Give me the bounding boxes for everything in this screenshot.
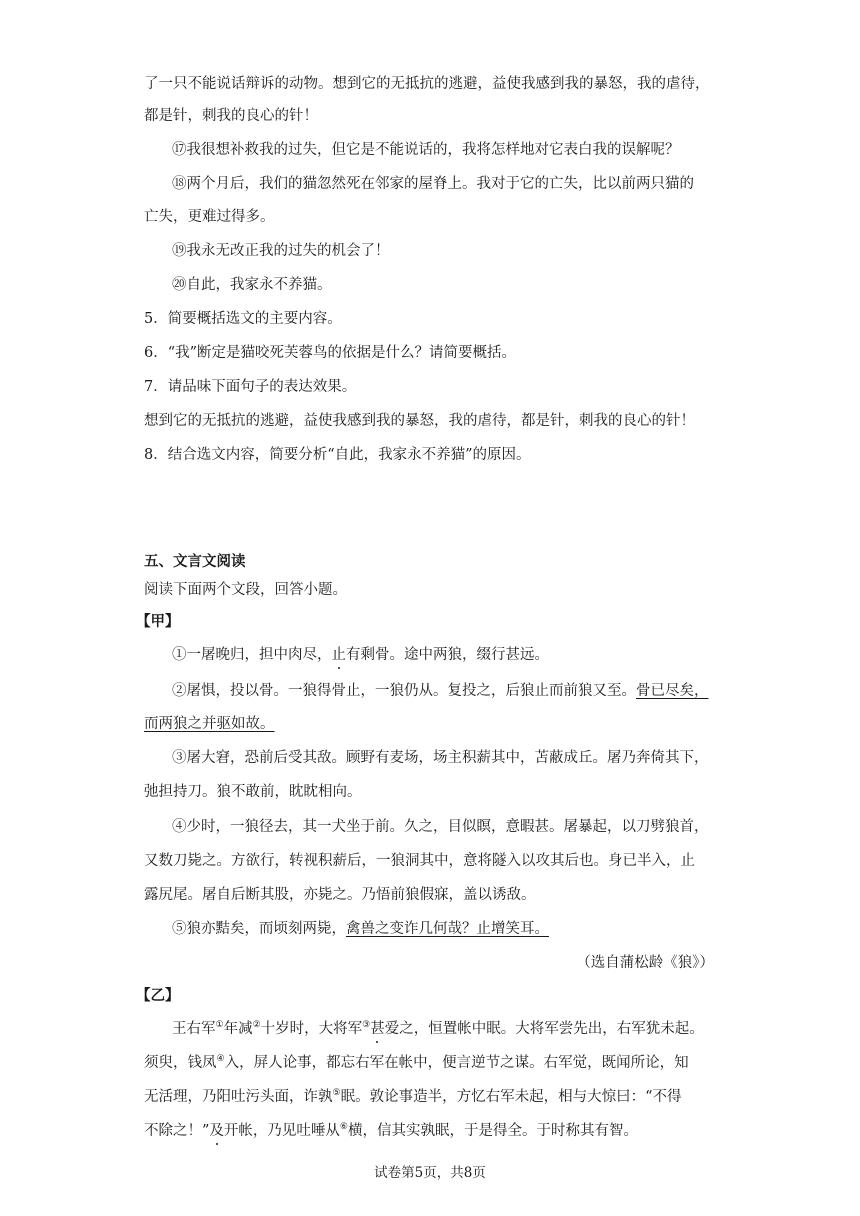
text: 开帐，乃见吐唾从 bbox=[223, 1123, 340, 1139]
text: ①一屠晚归，担中肉尽， bbox=[172, 647, 332, 663]
text: 无活理，乃阳吐污头面，诈孰 bbox=[144, 1089, 333, 1105]
emphasis-dot-char: 止 bbox=[331, 647, 346, 663]
jia-paragraph-2-cont bbox=[144, 714, 275, 734]
yi-line-3 bbox=[144, 1087, 682, 1107]
underlined-sentence: 而两狼之并驱如故。 bbox=[144, 716, 275, 732]
jia-paragraph-5 bbox=[172, 919, 549, 939]
passage-line: 都是针，刺我的良心的针！ bbox=[144, 108, 318, 124]
page-footer: 试卷第5页，共8页 bbox=[374, 1165, 486, 1181]
question-7-quote: 想到它的无抵抗的逃避，益使我感到我的暴怒，我的虐待，都是针，刺我的良心的针！ bbox=[144, 413, 695, 429]
section-instruction: 阅读下面两个文段，回答小题。 bbox=[144, 582, 347, 598]
footnote-mark: ⑥ bbox=[339, 1122, 348, 1133]
footnote-mark: ③ bbox=[362, 1020, 371, 1031]
jia-paragraph-1 bbox=[172, 645, 549, 665]
text: 十岁时，大将军 bbox=[260, 1021, 363, 1037]
question-6: 6．“我”断定是猫咬死芙蓉鸟的依据是什么？请简要概括。 bbox=[144, 345, 517, 361]
paragraph-18-cont: 亡失，更难过得多。 bbox=[144, 209, 275, 225]
underlined-sentence: 禽兽之变诈几何哉？止增笑耳。 bbox=[346, 921, 549, 937]
jia-label: 【甲】 bbox=[136, 614, 180, 630]
emphasis-dot-char: 甚 bbox=[370, 1021, 385, 1037]
text: 年减 bbox=[223, 1021, 253, 1037]
footnote-mark: ④ bbox=[216, 1054, 225, 1065]
paragraph-17: ⑰我很想补救我的过失，但它是不能说话的，我将怎样地对它表白我的误解呢？ bbox=[172, 142, 680, 158]
footnote-mark: ⑤ bbox=[332, 1088, 341, 1099]
text: 爱之，恒置帐中眠。大将军尝先出，右军犹未起。 bbox=[384, 1021, 704, 1037]
yi-line-4 bbox=[144, 1121, 638, 1141]
text: 入，屏人论事，都忘右军在帐中，便言逆节之谋。右军觉，既闻所论，知 bbox=[224, 1055, 689, 1071]
yi-line-2 bbox=[144, 1053, 689, 1073]
yi-label: 【乙】 bbox=[136, 988, 180, 1004]
text: 横，信其实孰眠，于是得全。于时称其有智。 bbox=[348, 1123, 638, 1139]
jia-paragraph-2 bbox=[172, 681, 709, 701]
paragraph-19: ⑲我永无改正我的过失的机会了！ bbox=[172, 243, 390, 259]
yi-line-1 bbox=[172, 1019, 704, 1039]
jia-paragraph-3-cont: 弛担持刀。狼不敢前，眈眈相向。 bbox=[144, 784, 362, 800]
passage-line: 了一只不能说话辩诉的动物。想到它的无抵抗的逃避，益使我感到我的暴怒，我的虐待， bbox=[144, 76, 710, 92]
jia-paragraph-4-cont: 又数刀毙之。方欲行，转视积薪后，一狼洞其中，意将隧入以攻其后也。身已半入，止 bbox=[144, 853, 695, 869]
text: 不除之！” bbox=[144, 1123, 210, 1139]
source-citation: （选自蒲松龄《狼》） bbox=[576, 955, 714, 971]
emphasis-dot-char: 及 bbox=[209, 1123, 224, 1139]
footnote-mark: ① bbox=[215, 1020, 224, 1031]
section-title: 五、文言文阅读 bbox=[144, 554, 246, 570]
jia-paragraph-4-cont: 露尻尾。屠自后断其股，亦毙之。乃悟前狼假寐，盖以诱敌。 bbox=[144, 887, 536, 903]
jia-paragraph-3: ③屠大窘，恐前后受其敌。顾野有麦场，场主积薪其中，苫蔽成丘。屠乃奔倚其下， bbox=[172, 750, 709, 766]
text: ⑤狼亦黠矣，而顷刻两毙， bbox=[172, 921, 346, 937]
text: 有剩骨。途中两狼，缀行甚远。 bbox=[346, 647, 549, 663]
text: 王右军 bbox=[172, 1021, 216, 1037]
text: 须臾，钱凤 bbox=[144, 1055, 217, 1071]
jia-paragraph-4: ④少时，一狼径去，其一犬坐于前。久之，目似瞑，意暇甚。屠暴起，以刀劈狼首， bbox=[172, 819, 709, 835]
question-8: 8．结合选文内容，简要分析“自此，我家永不养猫”的原因。 bbox=[144, 447, 531, 463]
paragraph-20: ⑳自此，我家永不养猫。 bbox=[172, 277, 332, 293]
underlined-sentence: 骨已尽矣， bbox=[636, 683, 709, 699]
question-5: 5．简要概括选文的主要内容。 bbox=[144, 311, 342, 327]
question-7: 7．请品味下面句子的表达效果。 bbox=[144, 379, 357, 395]
text: ②屠惧，投以骨。一狼得骨止，一狼仍从。复投之，后狼止而前狼又至。 bbox=[172, 683, 636, 699]
footnote-mark: ② bbox=[252, 1020, 261, 1031]
text: 眠。敦论事造半，方忆右军未起，相与大惊曰：“不得 bbox=[340, 1089, 682, 1105]
paragraph-18: ⑱两个月后，我们的猫忽然死在邻家的屋脊上。我对于它的亡失，比以前两只猫的 bbox=[172, 176, 694, 192]
